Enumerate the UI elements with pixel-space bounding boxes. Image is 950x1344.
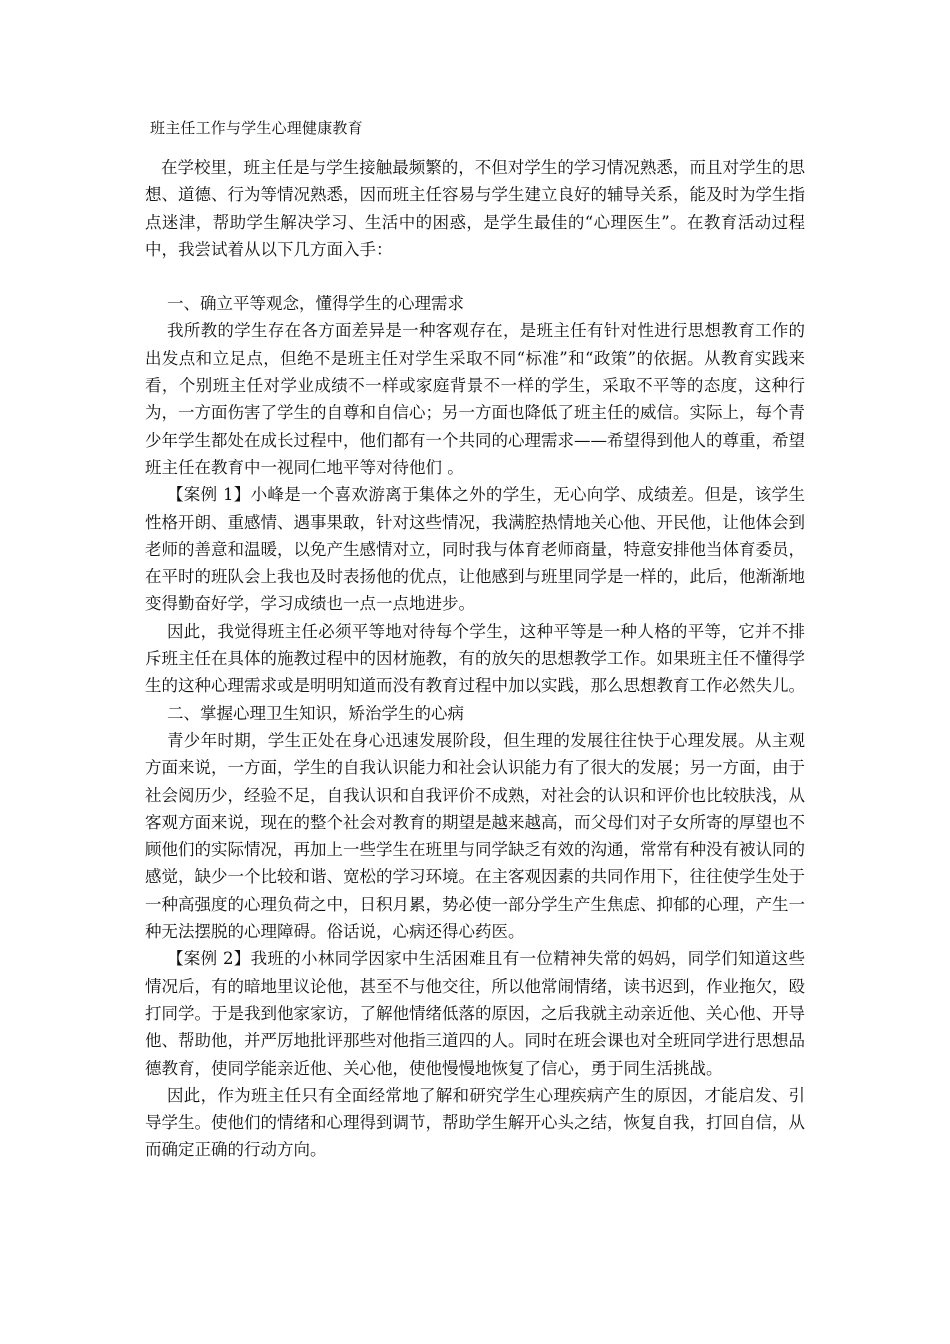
section-2-conclusion: 因此，作为班主任只有全面经常地了解和研究学生心理疾病产生的原因，才能启发、引导学生。使他们的情绪和心理得到调节，帮助学生解开心头之结，恢复自我，打回自信，从而确定正确的行动方向。 (145, 1085, 805, 1160)
section-1-conclusion: 因此，我觉得班主任必须平等地对待每个学生，这种平等是一种人格的平等，它并不排斥班主任在具体的施教过程中的因材施教，有的放矢的思想教学工作。如果班主任不懂得学生的这种心理需求或是明明知道而没有教育过程中加以实践，那么思想教育工作必然失儿。 (145, 621, 805, 696)
case-2-paragraph: 【案例 2】我班的小林同学因家中生活困难且有一位精神失常的妈妈，同学们知道这些情况后，有的暗地里议论他，甚至不与他交往，所以他常闹情绪，读书迟到，作业拖欠，殴打同学。于是我到他家家访，了解他情绪低落的原因，之后我就主动亲近他、关心他、开导他、帮助他，并严厉地批评那些对他指三道四的人。同时在班会课也对全班同学进行思想品德教育，使同学能亲近他、关心他，使他慢慢地恢复了信心，勇于同生活挑战。 (145, 949, 805, 1078)
document-title: 班主任工作与学生心理健康教育 (150, 119, 363, 137)
intro-paragraph: 在学校里，班主任是与学生接触最频繁的，不但对学生的学习情况熟悉，而且对学生的思想、道德、行为等情况熟悉，因而班主任容易与学生建立良好的辅导关系，能及时为学生指点迷津，帮助学生解决学习、生活中的困惑，是学生最佳的“心理医生”。在教育活动过程中，我尝试着从以下几方面入手： (145, 158, 805, 259)
section-1-heading: 一、确立平等观念，懂得学生的心理需求 (167, 294, 464, 314)
section-2-paragraph: 青少年时期，学生正处在身心迅速发展阶段，但生理的发展往往快于心理发展。从主观方面来说，一方面，学生的自我认识能力和社会认识能力有了很大的发展；另一方面，由于社会阅历少，经验不足，自我认识和自我评价不成熟，对社会的认识和评价也比较肤浅，从客观方面来说，现在的整个社会对教育的期望是越来越高，而父母们对子女所寄的厚望也不顾他们的实际情况，再加上一些学生在班里与同学缺乏有效的沟通，常常有种没有被认同的感觉，缺少一个比较和谐、宽松的学习环境。在主客观因素的共同作用下，往往使学生处于一种高强度的心理负荷之中，日积月累，势必使一部分学生产生焦虑、抑郁的心理，产生一种无法摆脱的心理障碍。俗话说，心病还得心药医。 (145, 730, 805, 942)
section-1-paragraph: 我所教的学生存在各方面差异是一种客观存在，是班主任有针对性进行思想教育工作的出发点和立足点，但绝不是班主任对学生采取不同“标准”和“政策”的依据。从教育实践来看，个别班主任对学业成绩不一样或家庭背景不一样的学生，采取不平等的态度，这种行为，一方面伤害了学生的自尊和自信心；另一方面也降低了班主任的威信。实际上，每个青少年学生都处在成长过程中，他们都有一个共同的心理需求——希望得到他人的尊重，希望班主任在教育中一视同仁地平等对待他们 。 (145, 321, 805, 477)
section-2-heading: 二、掌握心理卫生知识，矫治学生的心病 (167, 703, 464, 723)
paragraph-spacer (145, 263, 805, 290)
case-1-paragraph: 【案例 1】小峰是一个喜欢游离于集体之外的学生，无心向学、成绩差。但是，该学生性格开朗、重感情、遇事果敢，针对这些情况，我满腔热情地关心他、开民他，让他体会到老师的善意和温暖，以免产生感情对立，同时我与体育老师商量，特意安排他当体育委员，在平时的班队会上我也及时表扬他的优点，让他感到与班里同学是一样的，此后，他渐渐地变得勤奋好学，学习成绩也一点一点地进步。 (145, 485, 805, 614)
document-body (145, 154, 805, 1164)
